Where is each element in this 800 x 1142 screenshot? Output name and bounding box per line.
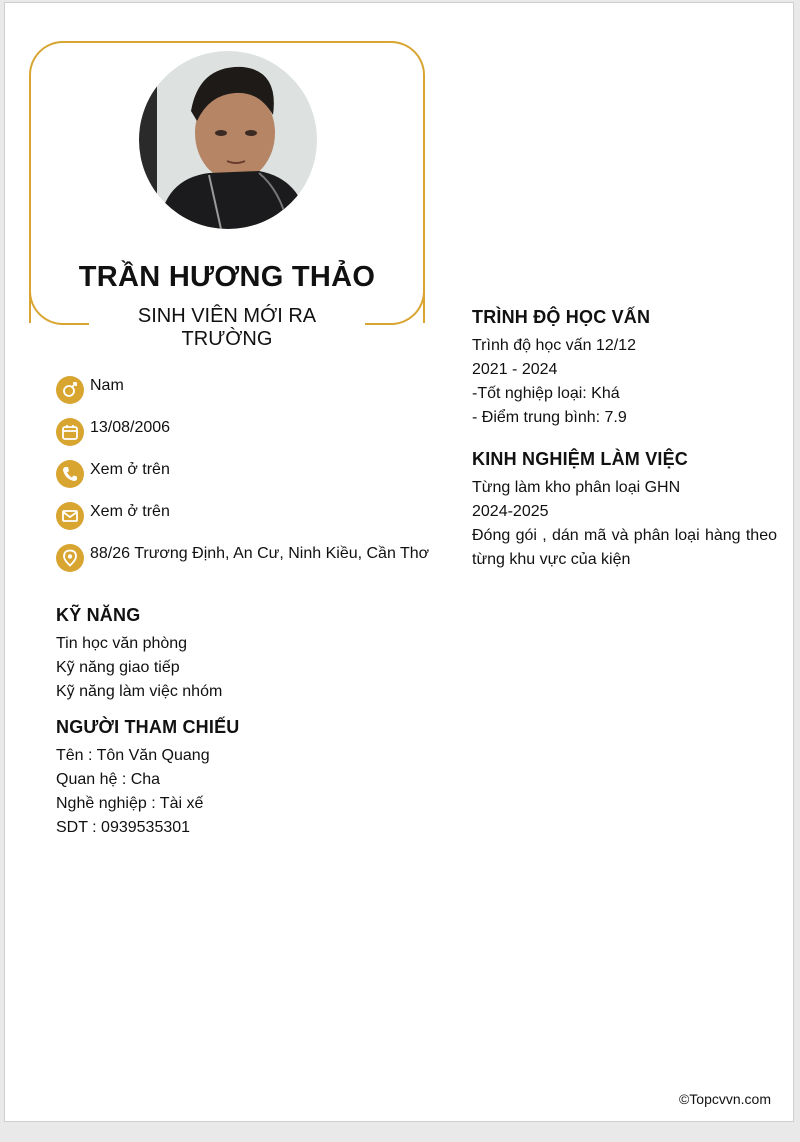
education-item: 2021 - 2024 [472,361,558,378]
experience-description: Đóng gói , dán mã và phân loại hàng theo từng khu vực của kiện [472,527,777,568]
references-section [56,717,239,840]
experience-company: Từng làm kho phân loại GHN [472,479,681,496]
experience-title: KINH NGHIỆM LÀM VIỆC [472,449,689,469]
references-title: NGƯỜI THAM CHIẾU [56,717,240,737]
candidate-role: SINH VIÊN MỚI RA TRƯỜNG [95,305,359,351]
skill-item: Kỹ năng giao tiếp [56,659,180,676]
reference-item: Quan hệ : Cha [56,771,161,788]
location-pin-icon [56,544,84,572]
calendar-icon [56,418,84,446]
contact-gender [56,375,429,405]
contact-list [56,375,429,585]
cv-page [4,2,794,1122]
education-item: -Tốt nghiệp loại: Khá [472,385,620,402]
education-section [472,307,777,430]
skill-item: Tin học văn phòng [56,635,188,652]
skills-section [56,605,222,704]
contact-email [56,501,429,531]
profile-photo [139,51,317,229]
experience-period: 2024-2025 [472,503,549,520]
education-item: Trình độ học vấn 12/12 [472,337,636,354]
contact-address [56,543,429,573]
footer-copyright: ©Topcvvn.com [678,1091,771,1107]
phone-icon [56,460,84,488]
contact-birthday [56,417,429,447]
gender-value: Nam [90,377,124,394]
candidate-name: TRẦN HƯƠNG THẢO [78,261,376,293]
skill-item: Kỹ năng làm việc nhóm [56,683,223,700]
skills-title: KỸ NĂNG [56,605,141,625]
reference-item: Nghề nghiệp : Tài xế [56,795,204,812]
phone-value: Xem ở trên [90,461,170,478]
education-title: TRÌNH ĐỘ HỌC VẤN [472,307,651,327]
experience-section [472,449,777,572]
education-item: - Điểm trung bình: 7.9 [472,409,627,426]
reference-item: Tên : Tôn Văn Quang [56,747,210,764]
email-icon [56,502,84,530]
gender-icon [56,376,84,404]
reference-item: SDT : 0939535301 [56,819,191,836]
email-value: Xem ở trên [90,503,170,520]
birthday-value: 13/08/2006 [90,419,171,436]
address-value: 88/26 Trương Định, An Cư, Ninh Kiều, Cần Thơ [90,545,430,562]
contact-phone [56,459,429,489]
